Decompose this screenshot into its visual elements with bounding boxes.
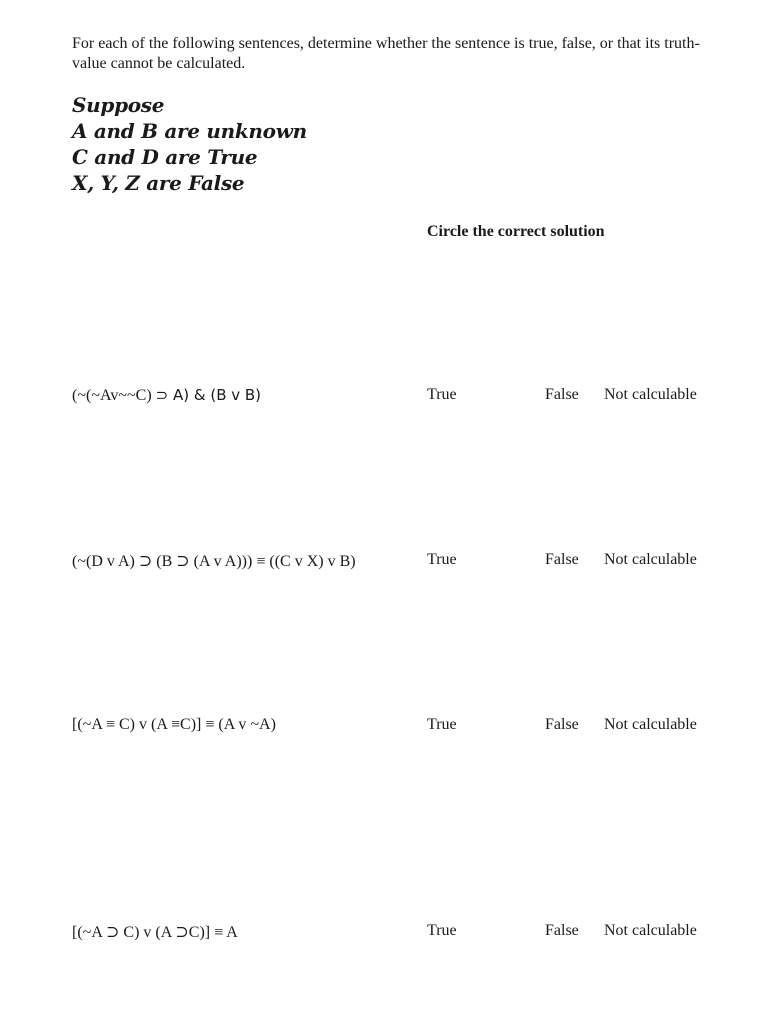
option-not-calculable[interactable]: Not calculable: [604, 551, 697, 568]
logic-sentence: [72, 386, 261, 405]
logic-sentence-part: (~(~Av~~C): [72, 387, 156, 404]
option-false[interactable]: False: [545, 716, 579, 733]
assumption-line: X, Y, Z are False: [72, 171, 245, 195]
logic-sentence-part: ⊃ A) & (B v B): [155, 386, 262, 404]
logic-sentence: (~(D v A) ⊃ (B ⊃ (A v A))) ≡ ((C v X) v B): [72, 553, 356, 570]
option-not-calculable[interactable]: Not calculable: [604, 386, 697, 403]
logic-sentence: [(~A ≡ C) v (A ≡C)] ≡ (A v ~A): [72, 716, 276, 733]
logic-sentence: [(~A ⊃ C) v (A ⊃C)] ≡ A: [72, 924, 238, 941]
answer-column-heading: Circle the correct solution: [427, 223, 605, 240]
option-false[interactable]: False: [545, 922, 579, 939]
question-row-2: [0, 551, 763, 575]
option-true[interactable]: True: [427, 551, 457, 568]
question-row-3: [0, 716, 763, 740]
question-row-4: [0, 922, 763, 946]
assumption-line: C and D are True: [72, 145, 258, 169]
option-not-calculable[interactable]: Not calculable: [604, 922, 697, 939]
option-true[interactable]: True: [427, 386, 457, 403]
option-false[interactable]: False: [545, 386, 579, 403]
suppose-heading: Suppose: [72, 93, 165, 117]
option-not-calculable[interactable]: Not calculable: [604, 716, 697, 733]
assumption-line: A and B are unknown: [72, 119, 307, 143]
question-row-1: [0, 386, 763, 410]
assumptions-block: [72, 92, 307, 196]
instructions-text: For each of the following sentences, determine whether the sentence is true, false, or that its truth-value cannot be calculated.: [72, 35, 700, 72]
option-true[interactable]: True: [427, 716, 457, 733]
option-true[interactable]: True: [427, 922, 457, 939]
option-false[interactable]: False: [545, 551, 579, 568]
